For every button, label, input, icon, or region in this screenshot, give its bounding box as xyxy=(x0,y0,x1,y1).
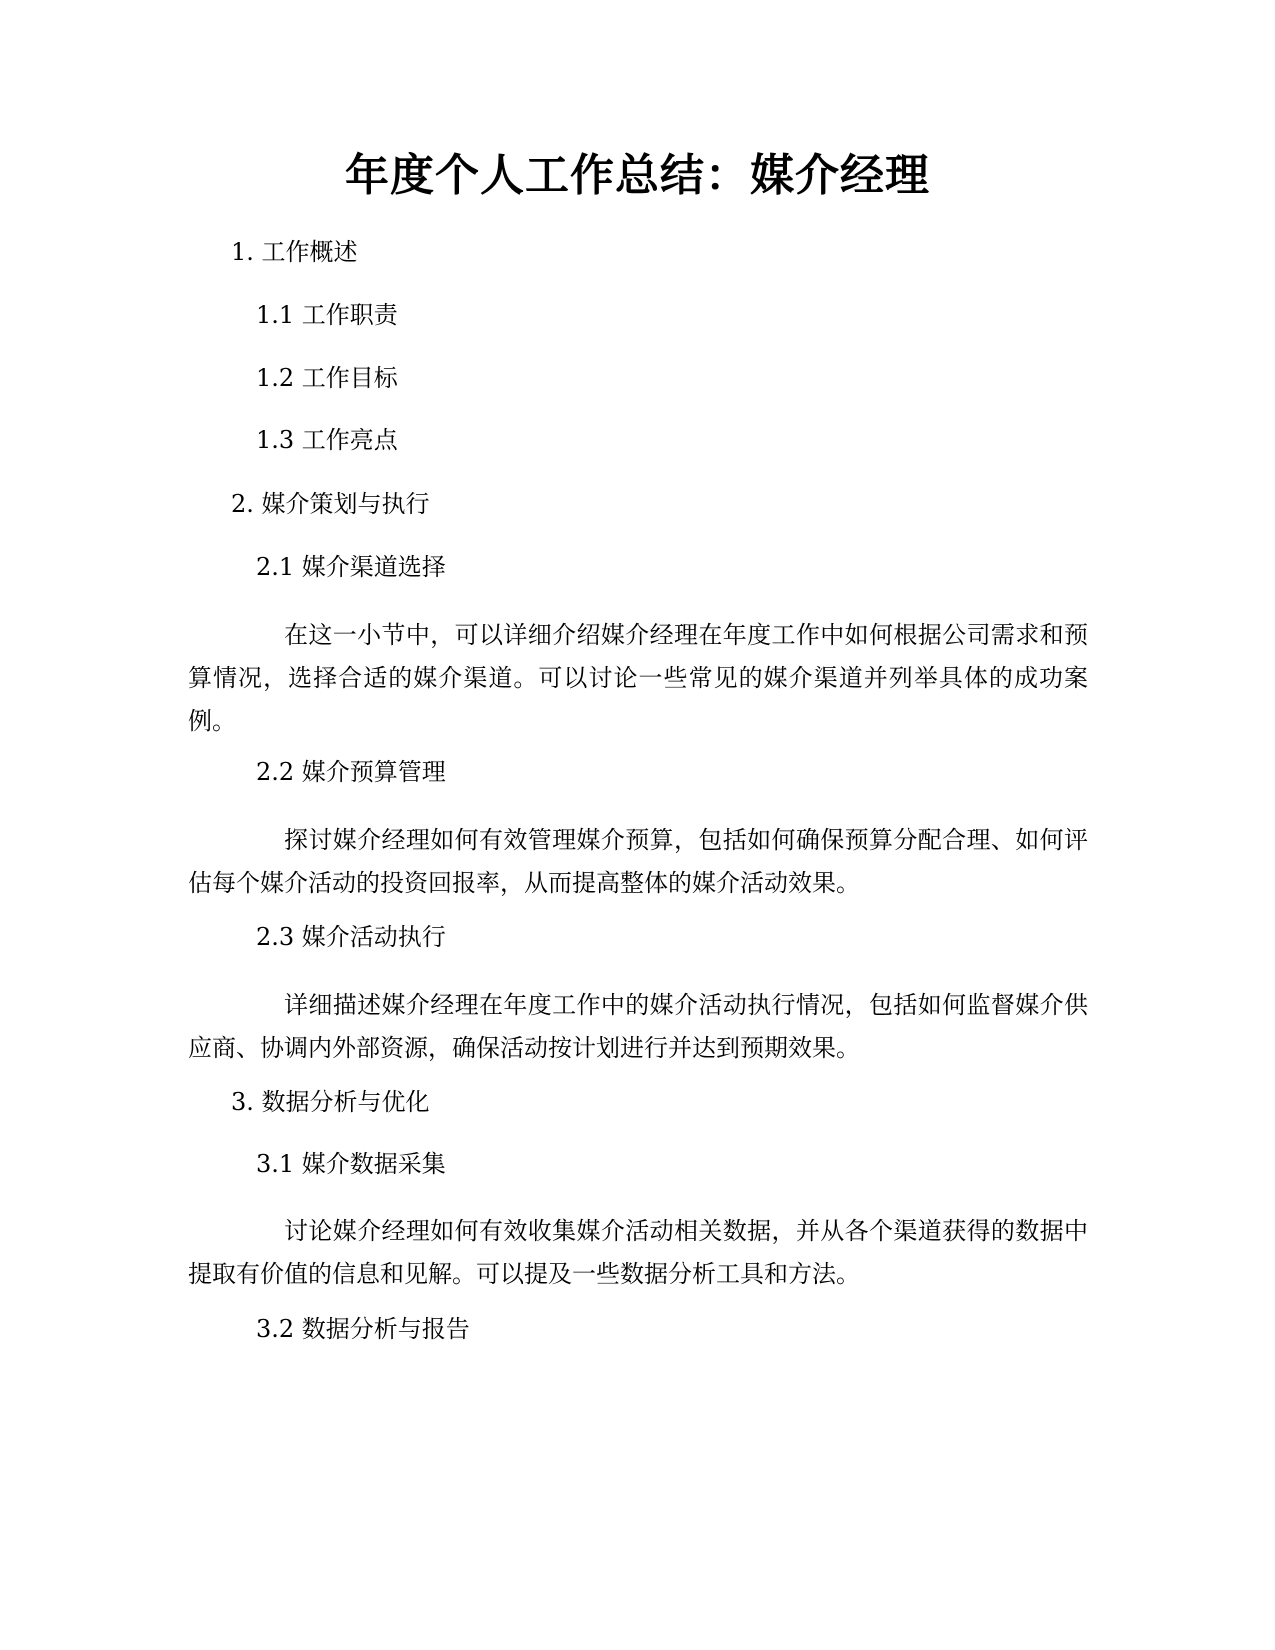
subsection-heading-1-1: 1.1 工作职责 xyxy=(256,301,398,329)
subsection-heading-3-2: 3.2 数据分析与报告 xyxy=(256,1315,470,1343)
section-heading-3: 3. 数据分析与优化 xyxy=(231,1088,430,1116)
paragraph-2-3: 详细描述媒介经理在年度工作中的媒介活动执行情况，包括如何监督媒介供应商、协调内外部资源，确保活动按计划进行并达到预期效果。 xyxy=(188,991,1088,1062)
paragraph-3-1: 讨论媒介经理如何有效收集媒介活动相关数据，并从各个渠道获得的数据中提取有价值的信息和见解。可以提及一些数据分析工具和方法。 xyxy=(188,1217,1088,1288)
section-heading-1: 1. 工作概述 xyxy=(231,238,358,266)
subsection-heading-2-3: 2.3 媒介活动执行 xyxy=(256,923,446,951)
section-heading-2: 2. 媒介策划与执行 xyxy=(231,490,430,518)
paragraph-2-2: 探讨媒介经理如何有效管理媒介预算，包括如何确保预算分配合理、如何评估每个媒介活动的投资回报率，从而提高整体的媒介活动效果。 xyxy=(188,826,1088,897)
subsection-heading-3-1: 3.1 媒介数据采集 xyxy=(256,1150,446,1178)
document-title: 年度个人工作总结：媒介经理 xyxy=(345,150,930,201)
subsection-heading-2-1: 2.1 媒介渠道选择 xyxy=(256,553,446,581)
subsection-heading-1-3: 1.3 工作亮点 xyxy=(256,426,398,454)
subsection-heading-2-2: 2.2 媒介预算管理 xyxy=(256,758,446,786)
subsection-heading-1-2: 1.2 工作目标 xyxy=(256,364,398,392)
paragraph-2-1: 在这一小节中，可以详细介绍媒介经理在年度工作中如何根据公司需求和预算情况，选择合适的媒介渠道。可以讨论一些常见的媒介渠道并列举具体的成功案例。 xyxy=(188,621,1088,735)
